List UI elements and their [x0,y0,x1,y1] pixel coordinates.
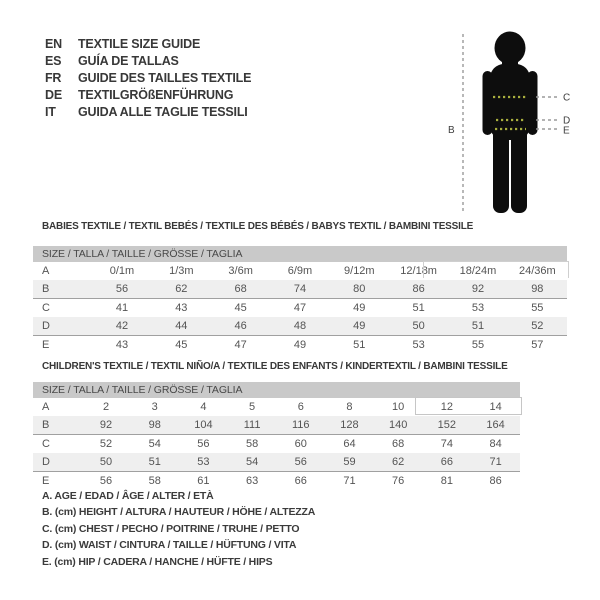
table-cell: 104 [194,419,213,431]
row-label: E [42,339,50,351]
table-cell: 84 [489,438,502,450]
table-cell: 53 [471,302,485,314]
table-cell: 63 [245,475,259,487]
table-cell: 61 [197,475,210,487]
table-cell: 53 [197,456,210,468]
table-cell: 24/36m [518,265,556,277]
table-cell: 164 [486,419,505,431]
height-label: B [448,125,455,136]
table-cell: 98 [531,283,544,295]
table-cell: 12/18m [400,265,437,277]
table-cell: 47 [234,339,247,351]
table-cell: 55 [531,302,544,314]
table-cell: 71 [489,456,502,468]
table-cell: 56 [115,283,129,295]
table-cell: 76 [392,475,405,487]
table-cell: 52 [531,320,544,332]
table-cell: 3 [151,401,158,413]
table-cell: 43 [175,302,188,314]
table-cell: 3/6m [228,265,253,277]
lang-row-de [45,87,251,104]
table-cell: 92 [471,283,485,295]
lang-row-es [45,53,251,70]
table-cell: 74 [440,438,453,450]
lang-code: DE [45,88,62,102]
table-cell: 18/24m [459,265,497,277]
table-cell: 43 [115,339,129,351]
size-header: SIZE / TALLA / TAILLE / GRÖSSE / TAGLIA [33,382,520,398]
table-cell: 66 [294,475,307,487]
hip-label: E [563,125,570,137]
babies-table-title: BABIES TEXTILE / TEXTIL BEBÉS / TEXTILE DES BÉBÉS / BABYS TEXTIL / BAMBINI TESSILE [42,221,474,232]
table-cell: 128 [340,419,359,431]
lang-title: TEXTILGRÖßENFÜHRUNG [78,88,234,102]
table-row [33,336,567,355]
table-cell: 5 [249,401,256,413]
table-cell: 152 [437,419,457,431]
table-cell: 60 [294,438,307,450]
table-row [33,416,520,435]
table-row [33,262,567,280]
table-cell: 56 [99,475,113,487]
lang-row-en [45,36,251,53]
table-row [33,435,520,454]
table-cell: 54 [148,438,161,450]
table-cell: 51 [471,320,485,332]
table-cell: 49 [353,302,366,314]
table-cell: 74 [293,283,307,295]
table-cell: 8 [346,401,353,413]
chest-label: C [563,92,571,104]
table-cell: 98 [148,419,161,431]
table-cell: 56 [294,456,307,468]
table-cell: 54 [245,456,259,468]
row-label: E [42,475,50,487]
table-cell: 62 [392,456,405,468]
table-cell: 68 [392,438,405,450]
table-cell: 41 [115,302,129,314]
child-silhouette [483,32,538,214]
table-cell: 68 [234,283,247,295]
table-cell: 66 [440,456,453,468]
row-label: C [42,302,50,314]
table-cell: 2 [102,401,110,413]
table-row [33,280,567,299]
table-cell: 50 [412,320,425,332]
legend-line-age: A. AGE / EDAD / ÂGE / ALTER / ETÀ [42,490,214,502]
babies-table [33,246,567,354]
table-cell: 49 [293,339,307,351]
table-cell: 44 [175,320,188,332]
table-cell: 81 [440,475,453,487]
row-label: B [42,283,50,295]
row-label: A [42,401,50,413]
table-cell: 55 [471,339,485,351]
table-cell: 116 [292,419,310,431]
table-cell: 80 [353,283,366,295]
table-cell: 45 [234,302,247,314]
table-cell: 49 [353,320,366,332]
lang-code: EN [45,37,62,51]
table-cell: 9/12m [344,265,375,277]
table-cell: 45 [175,339,188,351]
child-figure [440,12,590,217]
table-cell: 62 [175,283,188,295]
table-cell: 6/9m [287,265,313,277]
table-cell: 92 [99,419,113,431]
row-label: D [42,456,50,468]
row-label: D [42,320,50,332]
lang-title: TEXTILE SIZE GUIDE [78,37,201,51]
table-cell: 86 [489,475,502,487]
table-cell: 6 [297,401,304,413]
table-cell: 47 [293,302,307,314]
size-header: SIZE / TALLA / TAILLE / GRÖSSE / TAGLIA [33,246,567,262]
table-cell: 4 [200,401,207,413]
measurement-legend [42,488,315,570]
table-cell: 111 [243,419,261,431]
size-header-row [33,246,567,262]
waist-label: D [563,115,571,127]
language-title-block [45,36,251,121]
row-label: B [42,419,50,431]
lang-title: GUÍA DE TALLAS [78,54,179,68]
table-row [33,398,520,416]
table-cell: 58 [245,438,259,450]
table-cell: 51 [148,456,161,468]
table-cell: 51 [412,302,425,314]
table-cell: 53 [412,339,425,351]
table-cell: 46 [234,320,247,332]
children-table [33,382,520,490]
table-cell: 48 [293,320,307,332]
table-cell: 56 [197,438,210,450]
table-cell: 52 [99,438,113,450]
lang-row-it [45,104,251,121]
lang-code: ES [45,54,62,68]
table-cell: 50 [99,456,113,468]
legend-line-hip: E. (cm) HIP / CADERA / HANCHE / HÜFTE / HIPS [42,555,273,568]
size-header-row [33,382,520,398]
table-cell: 42 [115,320,129,332]
table-cell: 51 [353,339,366,351]
table-cell: 12 [440,401,453,413]
table-cell: 59 [343,456,356,468]
table-cell: 10 [392,401,405,413]
table-cell: 14 [489,401,502,413]
table-cell: 86 [412,283,425,295]
lang-title: GUIDA ALLE TAGLIE TESSILI [78,105,248,119]
table-cell: 140 [388,419,408,431]
table-cell: 57 [531,339,544,351]
table-row [33,317,567,336]
table-row [33,453,520,472]
table-cell: 0/1m [109,265,135,277]
table-cell: 64 [343,438,356,450]
legend-line-height: B. (cm) HEIGHT / ALTURA / HAUTEUR / HÖHE / ALTEZZA [42,506,316,519]
table-cell: 1/3m [169,265,194,277]
lang-code: IT [45,105,56,119]
table-cell: 58 [148,475,161,487]
row-label: A [42,265,50,277]
lang-code: FR [45,71,62,85]
row-label: C [42,438,50,450]
table-cell: 71 [343,475,356,487]
legend-line-waist: D. (cm) WAIST / CINTURA / TAILLE / HÜFTUNG / VITA [42,539,297,552]
children-table-title: CHILDREN'S TEXTILE / TEXTIL NIÑO/A / TEXTILE DES ENFANTS / KINDERTEXTIL / BAMBINI TESSILE [42,361,508,372]
lang-row-fr [45,70,251,87]
legend-line-chest: C. (cm) CHEST / PECHO / POITRINE / TRUHE / PETTO [42,522,300,535]
table-row [33,299,567,318]
lang-title: GUIDE DES TAILLES TEXTILE [78,71,252,85]
